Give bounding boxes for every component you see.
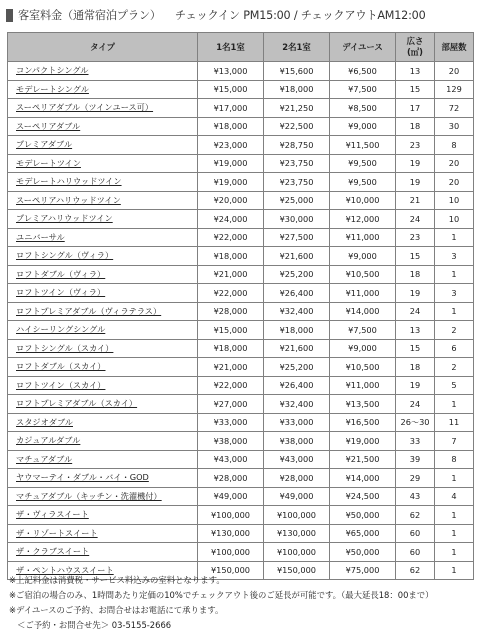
col-header-rooms: 部屋数	[435, 33, 474, 62]
table-row	[8, 99, 474, 118]
price-single: ¥18,000	[198, 339, 264, 358]
price-dayuse: ¥10,500	[330, 265, 396, 284]
room-size: 18	[396, 358, 435, 377]
room-size: 39	[396, 450, 435, 469]
price-double: ¥32,400	[264, 302, 330, 321]
table-row	[8, 154, 474, 173]
price-single: ¥24,000	[198, 210, 264, 229]
room-type-link[interactable]: スーペリアダブル	[16, 120, 81, 131]
room-type-link[interactable]: ハイシーリングシングル	[16, 324, 106, 335]
price-dayuse: ¥9,000	[330, 247, 396, 266]
price-dayuse: ¥50,000	[330, 506, 396, 525]
title-marker-icon	[6, 9, 13, 22]
room-size: 21	[396, 191, 435, 210]
room-size: 19	[396, 154, 435, 173]
price-dayuse: ¥65,000	[330, 524, 396, 543]
price-dayuse: ¥8,500	[330, 99, 396, 118]
price-double: ¥38,000	[264, 432, 330, 451]
room-type-link[interactable]: カジュアルダブル	[16, 435, 81, 446]
price-double: ¥100,000	[264, 543, 330, 562]
room-size: 15	[396, 247, 435, 266]
table-row	[8, 487, 474, 506]
table-row	[8, 284, 474, 303]
room-type-link[interactable]: スーペリアハリウッドツイン	[16, 194, 121, 205]
room-size: 15	[396, 339, 435, 358]
room-size: 33	[396, 432, 435, 451]
room-size: 24	[396, 395, 435, 414]
price-dayuse: ¥7,500	[330, 321, 396, 340]
price-single: ¥28,000	[198, 302, 264, 321]
room-type-link[interactable]: プレミアハリウッドツイン	[16, 213, 113, 224]
room-count: 1	[435, 561, 474, 580]
room-count: 20	[435, 173, 474, 192]
price-dayuse: ¥11,000	[330, 284, 396, 303]
room-count: 2	[435, 358, 474, 377]
price-dayuse: ¥9,500	[330, 154, 396, 173]
room-type-link[interactable]: ヤウマーテイ・ダブル・バイ・GOD	[16, 472, 149, 483]
page-title	[18, 7, 426, 23]
price-dayuse: ¥16,500	[330, 413, 396, 432]
room-count: 3	[435, 284, 474, 303]
price-double: ¥130,000	[264, 524, 330, 543]
price-single: ¥130,000	[198, 524, 264, 543]
room-size: 60	[396, 524, 435, 543]
price-double: ¥21,600	[264, 339, 330, 358]
table-row	[8, 543, 474, 562]
room-type-cell	[8, 487, 198, 506]
price-double: ¥49,000	[264, 487, 330, 506]
table-row	[8, 358, 474, 377]
room-type-link[interactable]: ロフトプレミアダブル（ヴィラテラス）	[16, 305, 162, 316]
price-single: ¥17,000	[198, 99, 264, 118]
price-single: ¥100,000	[198, 506, 264, 525]
price-single: ¥33,000	[198, 413, 264, 432]
table-row	[8, 247, 474, 266]
room-type-link[interactable]: マチュアダブル（キッチン・洗濯機付）	[16, 490, 162, 501]
room-count: 1	[435, 395, 474, 414]
price-double: ¥21,600	[264, 247, 330, 266]
table-row	[8, 136, 474, 155]
room-type-cell	[8, 228, 198, 247]
price-dayuse: ¥75,000	[330, 561, 396, 580]
room-type-cell	[8, 210, 198, 229]
table-header-row	[8, 33, 474, 62]
price-double: ¥43,000	[264, 450, 330, 469]
price-dayuse: ¥11,000	[330, 228, 396, 247]
room-count: 3	[435, 247, 474, 266]
price-dayuse: ¥7,500	[330, 80, 396, 99]
title-label: 客室料金（通常宿泊プラン）	[18, 9, 161, 22]
room-size: 26〜30	[396, 413, 435, 432]
room-type-cell	[8, 99, 198, 118]
room-type-link[interactable]: ザ・リゾートスイート	[16, 527, 98, 538]
room-type-link[interactable]: ロフトダブル（ヴィラ）	[16, 268, 106, 279]
price-single: ¥13,000	[198, 62, 264, 81]
room-type-link[interactable]: ロフトシングル（ヴィラ）	[16, 250, 114, 261]
room-size: 62	[396, 561, 435, 580]
price-double: ¥25,200	[264, 265, 330, 284]
room-size: 24	[396, 210, 435, 229]
room-size: 18	[396, 265, 435, 284]
price-single: ¥18,000	[198, 117, 264, 136]
price-dayuse: ¥12,000	[330, 210, 396, 229]
room-type-link[interactable]: マチュアダブル	[16, 453, 73, 464]
room-count: 129	[435, 80, 474, 99]
price-single: ¥22,000	[198, 284, 264, 303]
col-header-type: タイプ	[8, 33, 198, 62]
room-size: 23	[396, 136, 435, 155]
room-size: 17	[396, 99, 435, 118]
room-size: 62	[396, 506, 435, 525]
price-double: ¥18,000	[264, 321, 330, 340]
room-type-link[interactable]: ザ・クラブスイート	[16, 546, 90, 557]
price-single: ¥15,000	[198, 80, 264, 99]
price-double: ¥23,750	[264, 173, 330, 192]
room-type-link[interactable]: コンパクトシングル	[16, 65, 89, 76]
room-count: 8	[435, 136, 474, 155]
table-row	[8, 524, 474, 543]
room-type-cell	[8, 395, 198, 414]
price-double: ¥32,400	[264, 395, 330, 414]
price-dayuse: ¥13,500	[330, 395, 396, 414]
col-header-size-unit: (㎡)	[406, 47, 424, 57]
room-size: 60	[396, 543, 435, 562]
room-type-cell	[8, 358, 198, 377]
price-double: ¥30,000	[264, 210, 330, 229]
price-double: ¥18,000	[264, 80, 330, 99]
price-dayuse: ¥14,000	[330, 469, 396, 488]
room-type-link[interactable]: ロフトプレミアダブル（スカイ）	[16, 398, 138, 409]
price-single: ¥15,000	[198, 321, 264, 340]
room-count: 11	[435, 413, 474, 432]
note-contact: ＜ご予約・お問合せ先＞ 03-5155-2666	[17, 620, 172, 630]
price-single: ¥20,000	[198, 191, 264, 210]
room-count: 10	[435, 210, 474, 229]
price-single: ¥19,000	[198, 154, 264, 173]
room-type-cell	[8, 469, 198, 488]
room-type-link[interactable]: ロフトシングル（スカイ）	[16, 342, 114, 353]
price-dayuse: ¥6,500	[330, 62, 396, 81]
price-dayuse: ¥9,000	[330, 339, 396, 358]
room-type-cell	[8, 321, 198, 340]
room-count: 1	[435, 469, 474, 488]
room-type-cell	[8, 506, 198, 525]
table-row	[8, 265, 474, 284]
room-size: 13	[396, 321, 435, 340]
room-type-link[interactable]: プレミアダブル	[16, 139, 73, 150]
col-header-size	[396, 33, 435, 62]
room-type-cell	[8, 62, 198, 81]
room-type-cell	[8, 432, 198, 451]
room-count: 1	[435, 228, 474, 247]
price-double: ¥22,500	[264, 117, 330, 136]
table-row	[8, 117, 474, 136]
room-type-link[interactable]: ザ・ヴィラスイート	[16, 509, 89, 520]
room-count: 1	[435, 506, 474, 525]
room-type-link[interactable]: ユニバーサル	[16, 231, 65, 242]
notes	[9, 573, 434, 633]
price-single: ¥49,000	[198, 487, 264, 506]
rate-table-body	[8, 62, 474, 580]
room-type-cell	[8, 265, 198, 284]
price-single: ¥18,000	[198, 247, 264, 266]
price-single: ¥23,000	[198, 136, 264, 155]
price-dayuse: ¥14,000	[330, 302, 396, 321]
price-single: ¥150,000	[198, 561, 264, 580]
room-type-link[interactable]: ロフトダブル（スカイ）	[16, 361, 106, 372]
price-single: ¥38,000	[198, 432, 264, 451]
room-size: 23	[396, 228, 435, 247]
room-type-cell	[8, 247, 198, 266]
room-count: 5	[435, 376, 474, 395]
price-double: ¥150,000	[264, 561, 330, 580]
price-double: ¥100,000	[264, 506, 330, 525]
note-dayuse: ※デイユースのご予約、お問合せはお電話にて承ります。	[9, 605, 224, 615]
room-count: 6	[435, 339, 474, 358]
room-size: 29	[396, 469, 435, 488]
table-row	[8, 376, 474, 395]
table-row	[8, 321, 474, 340]
table-row	[8, 228, 474, 247]
room-count: 4	[435, 487, 474, 506]
room-type-link[interactable]: ロフトツイン（ヴィラ）	[16, 287, 106, 298]
room-type-link[interactable]: モデレートハリウッドツイン	[16, 176, 122, 187]
room-size: 18	[396, 117, 435, 136]
room-count: 1	[435, 302, 474, 321]
room-type-cell	[8, 376, 198, 395]
price-dayuse: ¥10,000	[330, 191, 396, 210]
room-type-link[interactable]: ロフトツイン（スカイ）	[16, 379, 106, 390]
room-type-cell	[8, 524, 198, 543]
table-row	[8, 191, 474, 210]
room-count: 1	[435, 543, 474, 562]
table-row	[8, 210, 474, 229]
price-dayuse: ¥9,500	[330, 173, 396, 192]
note-tax: ※上記料金は消費税・サービス料込みの室料となります。	[9, 575, 225, 585]
rate-table	[7, 32, 474, 580]
price-double: ¥26,400	[264, 376, 330, 395]
table-row	[8, 395, 474, 414]
room-type-cell	[8, 450, 198, 469]
room-size: 19	[396, 284, 435, 303]
checkin-time: チェックイン PM15:00	[174, 9, 291, 22]
room-type-cell	[8, 136, 198, 155]
note-extension: ※ご宿泊の場合のみ、1時間あたり定価の10%でチェックアウト後のご延長が可能です。（最大延長18：00まで）	[9, 590, 434, 600]
price-double: ¥21,250	[264, 99, 330, 118]
price-dayuse: ¥11,000	[330, 376, 396, 395]
room-type-cell	[8, 413, 198, 432]
price-double: ¥25,200	[264, 358, 330, 377]
room-type-cell	[8, 80, 198, 99]
room-count: 20	[435, 62, 474, 81]
table-row	[8, 450, 474, 469]
room-type-cell	[8, 154, 198, 173]
table-row	[8, 413, 474, 432]
table-row	[8, 339, 474, 358]
price-double: ¥28,000	[264, 469, 330, 488]
table-row	[8, 469, 474, 488]
title-separator: /	[293, 9, 298, 22]
room-type-link[interactable]: モデレートシングル	[16, 83, 89, 94]
price-single: ¥21,000	[198, 265, 264, 284]
price-dayuse: ¥50,000	[330, 543, 396, 562]
price-double: ¥26,400	[264, 284, 330, 303]
room-count: 7	[435, 432, 474, 451]
price-double: ¥27,500	[264, 228, 330, 247]
room-size: 15	[396, 80, 435, 99]
col-header-double: 2名1室	[264, 33, 330, 62]
price-dayuse: ¥9,000	[330, 117, 396, 136]
table-row	[8, 62, 474, 81]
checkout-time: チェックアウトAM12:00	[300, 9, 426, 22]
price-single: ¥28,000	[198, 469, 264, 488]
price-single: ¥19,000	[198, 173, 264, 192]
col-header-size-label: 広さ	[406, 36, 424, 46]
room-count: 72	[435, 99, 474, 118]
price-single: ¥21,000	[198, 358, 264, 377]
price-double: ¥23,750	[264, 154, 330, 173]
table-row	[8, 80, 474, 99]
room-count: 1	[435, 265, 474, 284]
room-type-cell	[8, 284, 198, 303]
price-single: ¥22,000	[198, 228, 264, 247]
room-size: 19	[396, 376, 435, 395]
price-dayuse: ¥11,500	[330, 136, 396, 155]
room-type-cell	[8, 173, 198, 192]
price-dayuse: ¥24,500	[330, 487, 396, 506]
col-header-dayuse: デイユース	[330, 33, 396, 62]
table-row	[8, 173, 474, 192]
table-row	[8, 432, 474, 451]
room-count: 20	[435, 154, 474, 173]
room-type-cell	[8, 117, 198, 136]
room-type-link[interactable]: スーペリアダブル（ツインユース可）	[16, 102, 154, 113]
table-row	[8, 302, 474, 321]
room-size: 19	[396, 173, 435, 192]
room-count: 8	[435, 450, 474, 469]
page-header	[6, 4, 426, 26]
price-dayuse: ¥19,000	[330, 432, 396, 451]
room-count: 1	[435, 524, 474, 543]
room-type-cell	[8, 543, 198, 562]
col-header-single: 1名1室	[198, 33, 264, 62]
room-type-link[interactable]: モデレートツイン	[16, 157, 81, 168]
price-double: ¥33,000	[264, 413, 330, 432]
price-dayuse: ¥21,500	[330, 450, 396, 469]
price-double: ¥25,000	[264, 191, 330, 210]
room-type-link[interactable]: ザ・ペントハウススイート	[16, 564, 114, 575]
room-count: 30	[435, 117, 474, 136]
price-dayuse: ¥10,500	[330, 358, 396, 377]
room-size: 24	[396, 302, 435, 321]
price-single: ¥100,000	[198, 543, 264, 562]
price-single: ¥27,000	[198, 395, 264, 414]
price-single: ¥43,000	[198, 450, 264, 469]
room-type-cell	[8, 191, 198, 210]
room-type-cell	[8, 339, 198, 358]
room-type-link[interactable]: スタジオダブル	[16, 416, 73, 427]
room-count: 2	[435, 321, 474, 340]
room-count: 10	[435, 191, 474, 210]
price-double: ¥28,750	[264, 136, 330, 155]
price-single: ¥22,000	[198, 376, 264, 395]
room-type-cell	[8, 302, 198, 321]
room-size: 13	[396, 62, 435, 81]
table-row	[8, 506, 474, 525]
room-size: 43	[396, 487, 435, 506]
price-double: ¥15,600	[264, 62, 330, 81]
